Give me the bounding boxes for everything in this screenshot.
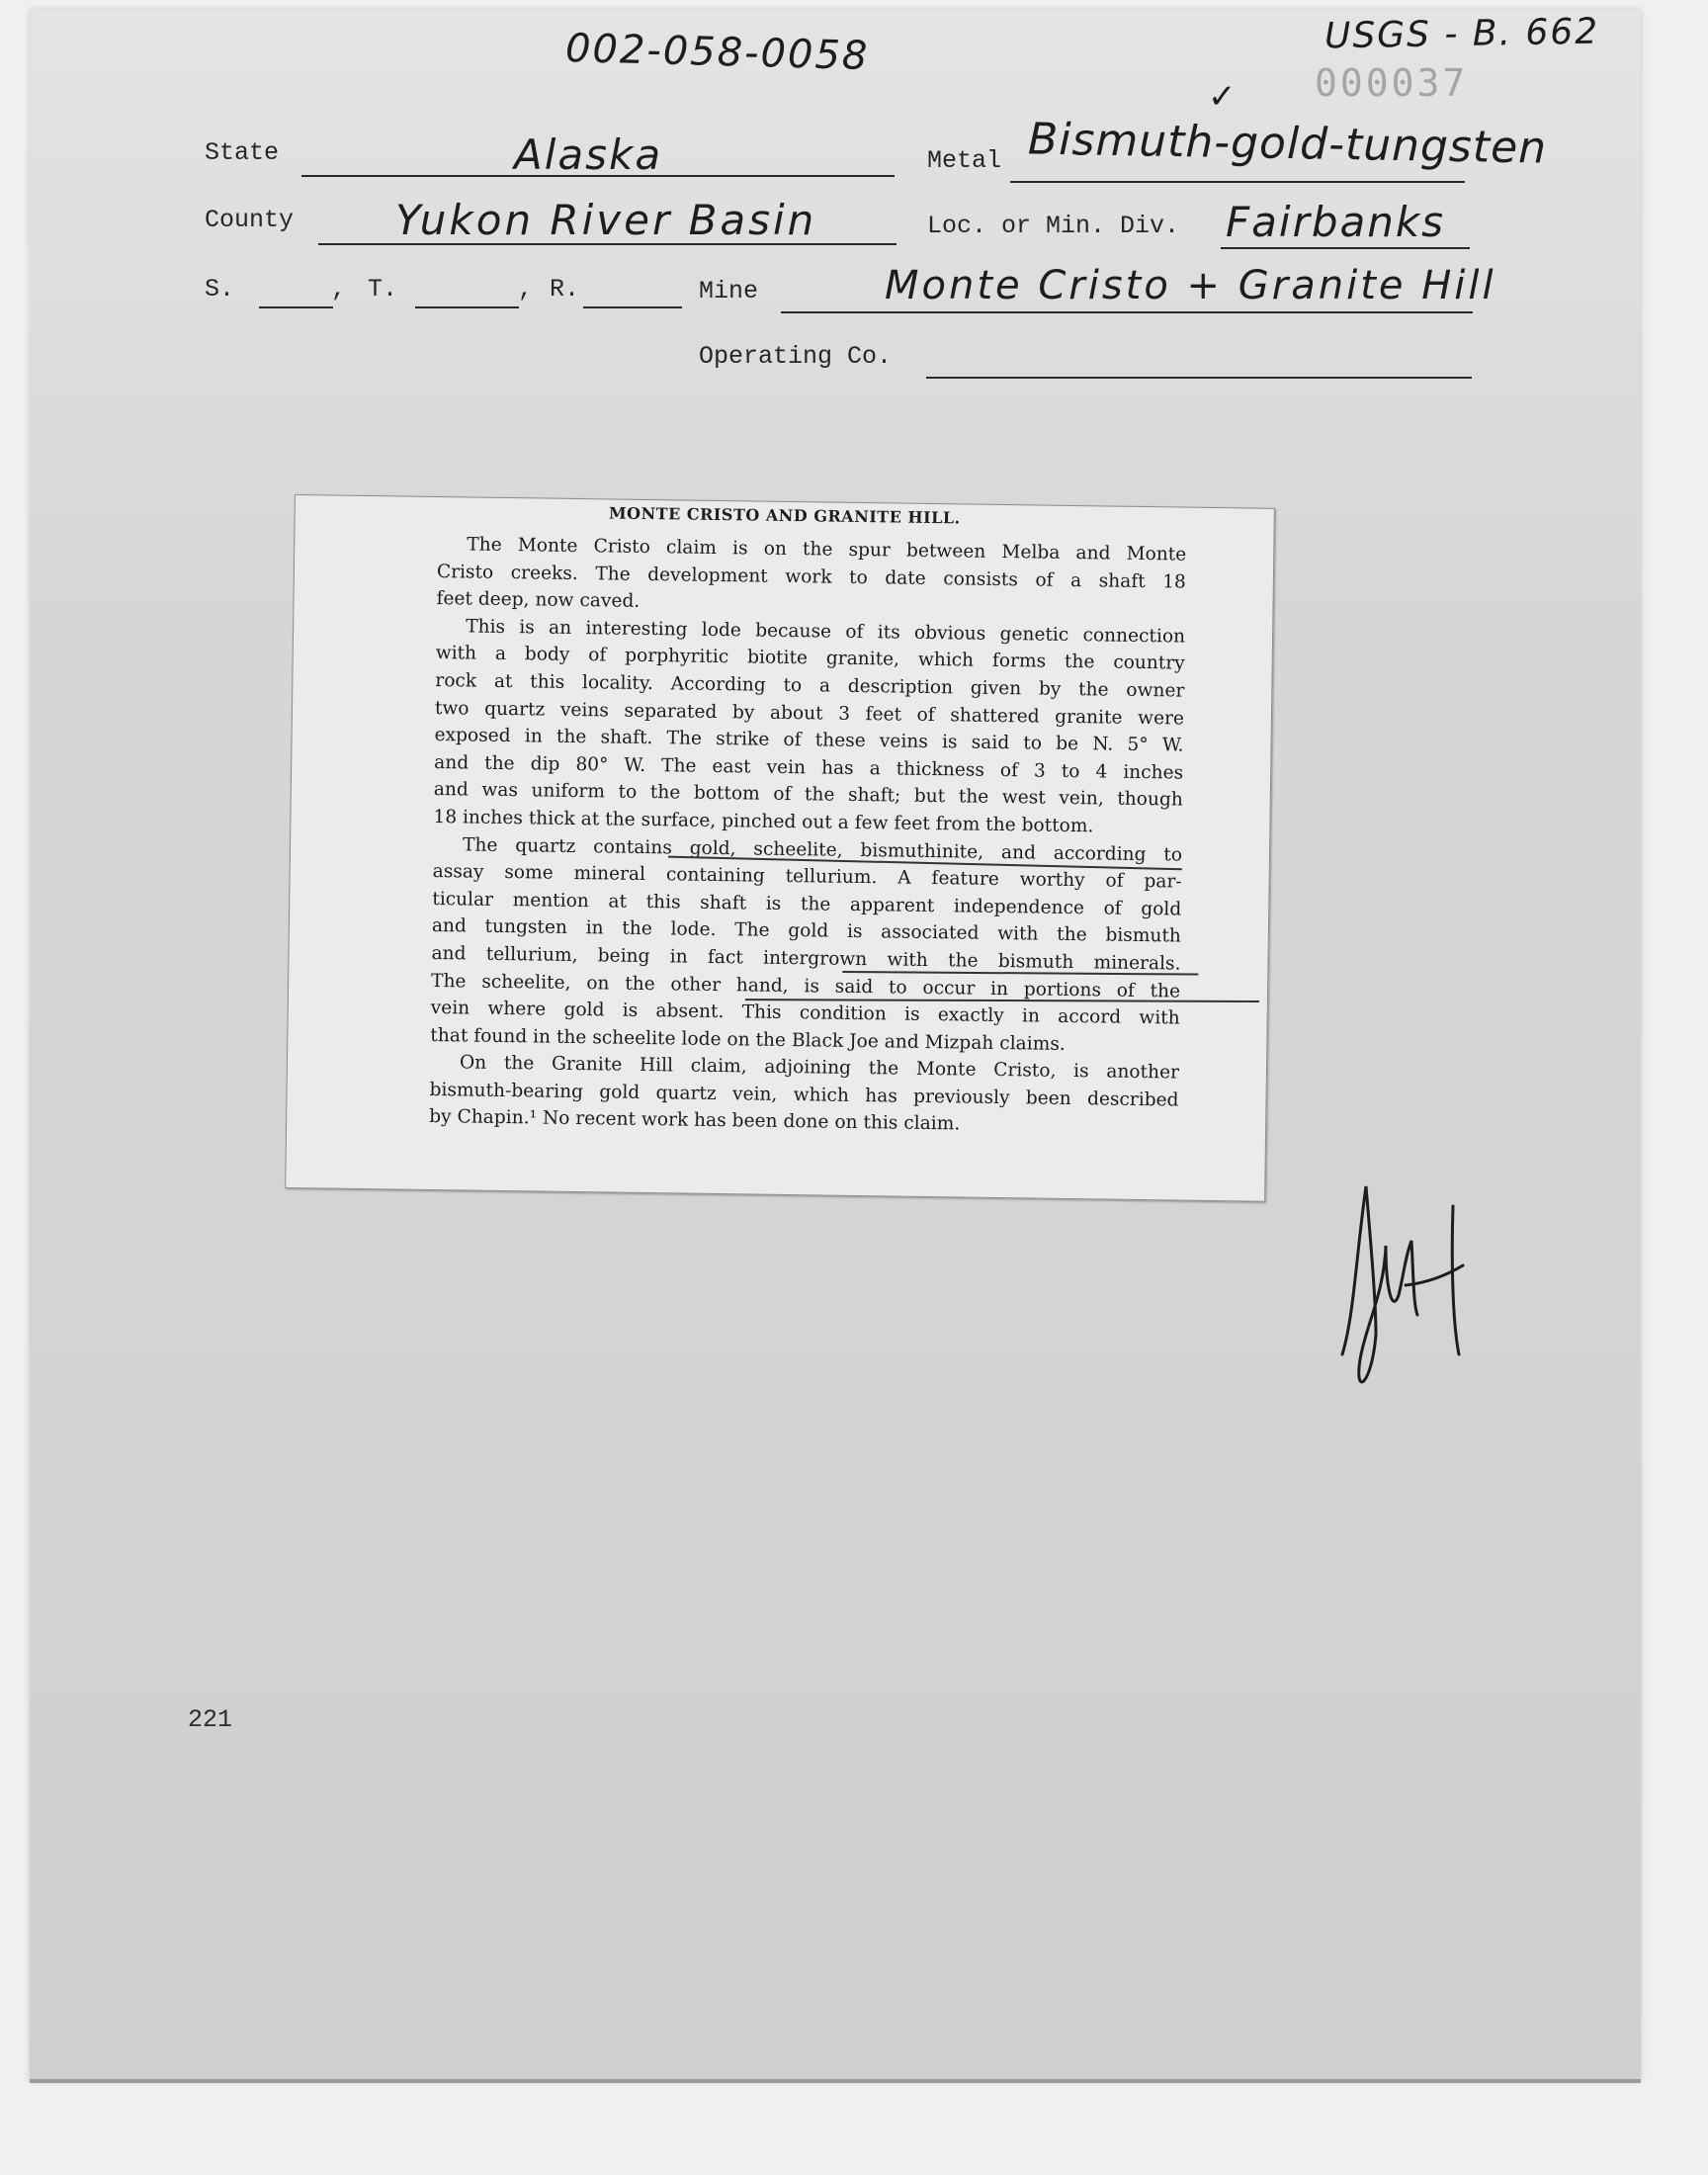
mine-label: Mine [699, 277, 759, 305]
clipping-line: and was uniform to the bottom of the shaft; but the west vein, though [433, 779, 1183, 811]
loc-line [1221, 247, 1470, 249]
clipping-line: The scheelite, on the other hand, is said to occur in portions of the [430, 970, 1181, 1002]
clipping-body [429, 531, 1186, 1142]
state-label: State [205, 138, 280, 167]
operating-line [926, 377, 1472, 379]
t-line [415, 306, 519, 308]
loc-label: Loc. or Min. Div. [927, 212, 1180, 240]
clipping-line: with a body of porphyritic biotite granite, which forms the country [435, 643, 1185, 674]
check-mark: ✓ [1208, 77, 1237, 117]
clipping-line: This is an interesting lode because of its obvious genetic connection [466, 616, 1186, 648]
clipping-line: On the Granite Hill claim, adjoining the Monte Cristo, is another [459, 1052, 1180, 1084]
clipping-line: that found in the scheelite lode on the Black Joe and Mizpah claims. [430, 1024, 1066, 1055]
r-label: R. [550, 275, 580, 304]
clipping-line: and the dip 80° W. The east vein has a thickness of 3 to 4 inches [434, 751, 1184, 784]
usgs-reference: USGS - B. 662 [1324, 11, 1600, 57]
county-value: Yukon River Basin [395, 196, 817, 244]
s-comma: , [331, 275, 347, 304]
page-number: 221 [188, 1705, 233, 1734]
bulletin-clipping [285, 494, 1275, 1202]
clipping-line: 18 inches thick at the surface, pinched out a few feet from the bottom. [433, 806, 1094, 837]
metal-label: Metal [927, 146, 1002, 175]
clipping-line: ticular mention at this shaft is the apparent independence of gold [432, 888, 1182, 920]
sheet-shadow-edge [30, 2079, 1641, 2083]
stamp-number: 000037 [1315, 61, 1469, 105]
clipping-line: exposed in the shaft. The strike of these veins is said to be N. 5° W. [434, 725, 1184, 756]
clipping-line: two quartz veins separated by about 3 feet of shattered granite were [434, 697, 1185, 730]
t-label: T. [368, 275, 398, 304]
t-comma: , [518, 275, 534, 304]
file-number: 002-058-0058 [564, 25, 870, 80]
r-line [583, 306, 682, 308]
state-value: Alaska [514, 130, 663, 179]
metal-value: Bismuth-gold-tungsten [1027, 114, 1548, 174]
loc-value: Fairbanks [1226, 198, 1446, 246]
clipping-line: and tellurium, being in fact intergrown with the bismuth minerals. [431, 942, 1181, 975]
s-line [259, 306, 333, 308]
clipping-line: by Chapin.¹ No recent work has been done on this claim. [429, 1106, 961, 1135]
metal-line [1010, 181, 1465, 183]
clipping-line: vein where gold is absent. This condition is exactly in accord with [430, 998, 1180, 1029]
clipping-line: feet deep, now caved. [436, 588, 640, 613]
operating-label: Operating Co. [699, 342, 893, 371]
handwritten-initials [1315, 1167, 1493, 1404]
mine-value: Monte Cristo + Granite Hill [885, 263, 1496, 308]
county-label: County [205, 206, 295, 234]
mine-line [781, 311, 1473, 313]
clipping-line: Cristo creeks. The development work to date consists of a shaft 18 [436, 561, 1186, 593]
s-label: S. [205, 275, 235, 304]
clipping-line: The quartz contains gold, scheelite, bismuthinite, and according to [462, 833, 1183, 866]
clipping-line: bismuth-bearing gold quartz vein, which has previously been described [429, 1079, 1179, 1111]
clipping-line: rock at this locality. According to a description given by the owner [435, 669, 1185, 702]
clipping-line: The Monte Cristo claim is on the spur between Melba and Monte [467, 534, 1187, 566]
clipping-line: assay some mineral containing tellurium. A feature worthy of par- [432, 861, 1182, 893]
clipping-title: MONTE CRISTO AND GRANITE HILL. [608, 503, 961, 528]
clipping-line: and tungsten in the lode. The gold is associated with the bismuth [431, 915, 1181, 947]
